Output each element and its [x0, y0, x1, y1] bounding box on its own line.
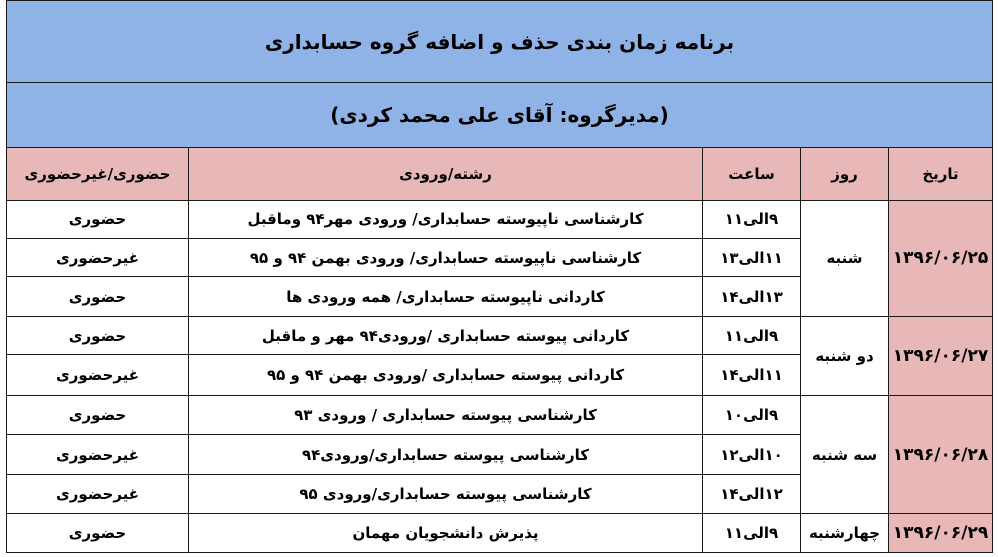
schedule-table — [6, 0, 993, 553]
day-cell: دو شنبه — [801, 316, 889, 395]
day-cell: سه شنبه — [801, 395, 889, 514]
program-cell: کاردانی ناپیوسته حسابداری/ همه ورودی ها — [189, 277, 703, 317]
time-cell: ۱۱الی۱۳ — [703, 239, 801, 277]
attendance-cell: غیرحضوری — [7, 435, 189, 475]
time-cell: ۹الی۱۱ — [703, 514, 801, 553]
program-cell: کارشناسی پیوسته حسابداری/ورودی ۹۵ — [189, 474, 703, 514]
program-cell: کاردانی پیوسته حسابداری /ورودی بهمن ۹۴ و ۹۵ — [189, 355, 703, 396]
program-cell: کاردانی پیوسته حسابداری /ورودی۹۴ مهر و ماقبل — [189, 316, 703, 354]
time-cell: ۱۰الی۱۲ — [703, 435, 801, 475]
time-cell: ۱۱الی۱۴ — [703, 355, 801, 396]
program-cell: پذیرش دانشجویان مهمان — [189, 514, 703, 553]
program-cell: کارشناسی پیوسته حسابداری / ورودی ۹۳ — [189, 395, 703, 435]
program-cell: کارشناسی ناپیوسته حسابداری/ ورودی بهمن ۹۴ و ۹۵ — [189, 239, 703, 277]
header-program: رشته/ورودی — [189, 147, 703, 200]
attendance-cell: حضوری — [7, 277, 189, 317]
header-date: تاریخ — [889, 147, 993, 200]
time-cell: ۹الی۱۱ — [703, 200, 801, 238]
time-cell: ۱۳الی۱۴ — [703, 277, 801, 317]
attendance-cell: غیرحضوری — [7, 239, 189, 277]
header-time: ساعت — [703, 147, 801, 200]
table-row — [7, 395, 993, 435]
attendance-cell: حضوری — [7, 316, 189, 354]
date-cell: ۱۳۹۶/۰۶/۲۵ — [889, 200, 993, 316]
program-cell: کارشناسی ناپیوسته حسابداری/ ورودی مهر۹۴ وماقبل — [189, 200, 703, 238]
header-day: روز — [801, 147, 889, 200]
header-row — [7, 147, 993, 200]
table-row — [7, 316, 993, 354]
day-cell: شنبه — [801, 200, 889, 316]
date-cell: ۱۳۹۶/۰۶/۲۷ — [889, 316, 993, 395]
table-row — [7, 514, 993, 553]
manager-line: (مدیرگروه: آقای علی محمد کردی) — [7, 83, 993, 147]
attendance-cell: غیرحضوری — [7, 474, 189, 514]
time-cell: ۱۲الی۱۴ — [703, 474, 801, 514]
attendance-cell: حضوری — [7, 200, 189, 238]
attendance-cell: غیرحضوری — [7, 355, 189, 396]
time-cell: ۹الی۱۱ — [703, 316, 801, 354]
header-attendance: حضوری/غیرحضوری — [7, 147, 189, 200]
schedule-title: برنامه زمان بندی حذف و اضافه گروه حسابداری — [7, 1, 993, 83]
date-cell: ۱۳۹۶/۰۶/۲۸ — [889, 395, 993, 514]
day-cell: چهارشنبه — [801, 514, 889, 553]
table-row — [7, 200, 993, 238]
time-cell: ۹الی۱۰ — [703, 395, 801, 435]
attendance-cell: حضوری — [7, 395, 189, 435]
attendance-cell: حضوری — [7, 514, 189, 553]
date-cell: ۱۳۹۶/۰۶/۲۹ — [889, 514, 993, 553]
program-cell: کارشناسی پیوسته حسابداری/ورودی۹۴ — [189, 435, 703, 475]
